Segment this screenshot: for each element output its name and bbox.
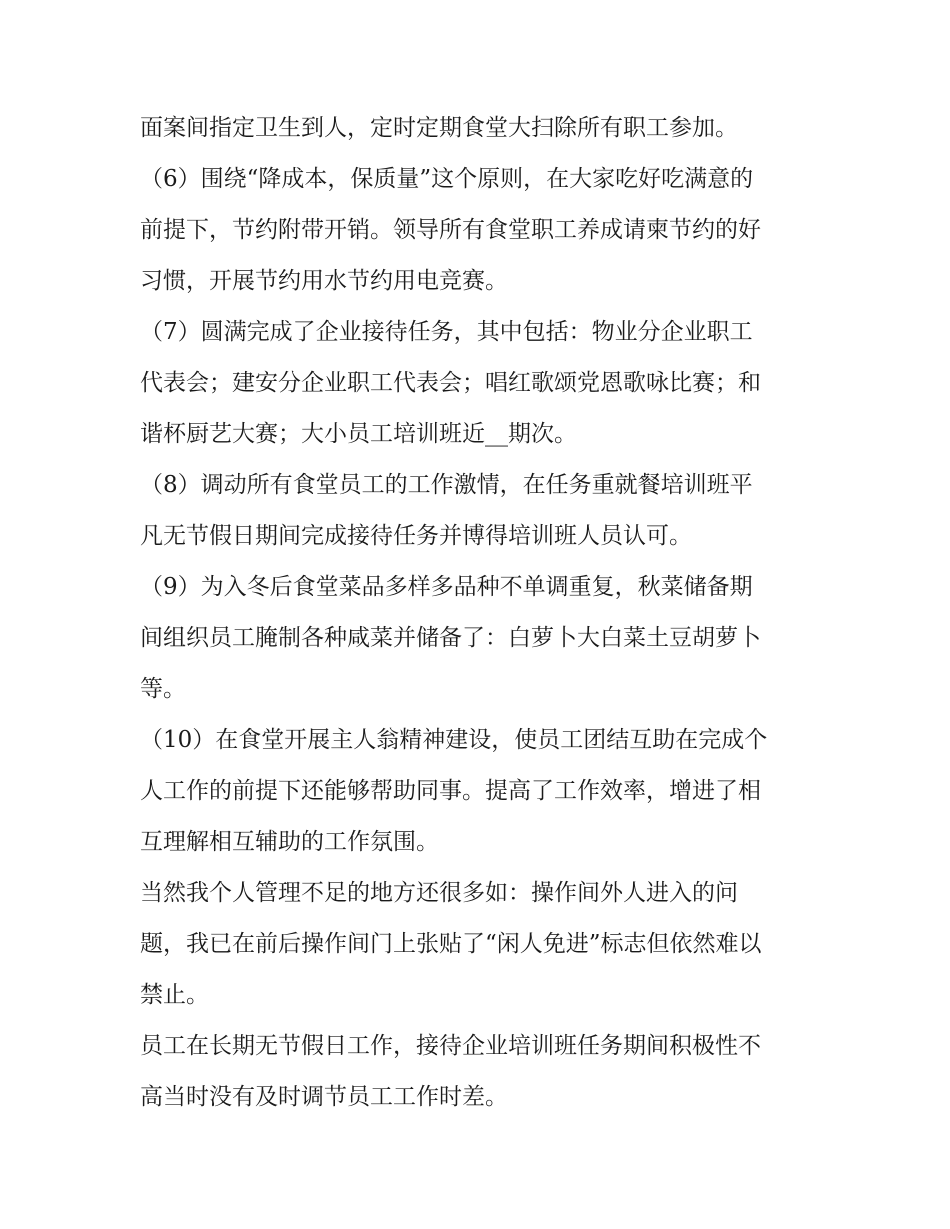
text-line: 高当时没有及时调节员工工作时差。 [140,1084,508,1110]
text-line: 人工作的前提下还能够帮助同事。提高了工作效率，增进了相 [140,778,761,804]
text-line: 凡无节假日期间完成接待任务并博得培训班人员认可。 [140,523,692,549]
text-line: 面案间指定卫生到人，定时定期食堂大扫除所有职工参加。 [140,115,738,141]
text-line: 间组织员工腌制各种咸菜并储备了：白萝卜大白菜土豆胡萝卜 [140,625,761,651]
text-line: 等。 [140,676,186,702]
text-line: （6）围绕“降成本，保质量”这个原则，在大家吃好吃满意的 [140,166,754,192]
text-line: 题，我已在前后操作间门上张贴了“闲人免进”标志但依然难以 [140,931,762,957]
text-line: （8）调动所有食堂员工的工作激情，在任务重就餐培训班平 [140,472,753,498]
text-line: 习惯，开展节约用水节约用电竞赛。 [140,268,508,294]
text-line: 互理解相互辅助的工作氛围。 [140,829,439,855]
text-line: （7）圆满完成了企业接待任务，其中包括：物业分企业职工 [140,319,753,345]
text-line: （10）在食堂开展主人翁精神建设，使员工团结互助在完成个 [140,727,768,753]
text-line: （9）为入冬后食堂菜品多样多品种不单调重复，秋菜储备期 [140,574,753,600]
document-body [140,103,820,1123]
text-line: 员工在长期无节假日工作，接待企业培训班任务期间积极性不 [140,1033,761,1059]
text-line: 谐杯厨艺大赛；大小员工培训班近__期次。 [140,421,577,447]
text-line: 禁止。 [140,982,209,1008]
text-line: 当然我个人管理不足的地方还很多如：操作间外人进入的问 [140,880,738,906]
text-line: 前提下，节约附带开销。领导所有食堂职工养成请柬节约的好 [140,217,761,243]
text-line: 代表会；建安分企业职工代表会；唱红歌颂党恩歌咏比赛；和 [140,370,761,396]
